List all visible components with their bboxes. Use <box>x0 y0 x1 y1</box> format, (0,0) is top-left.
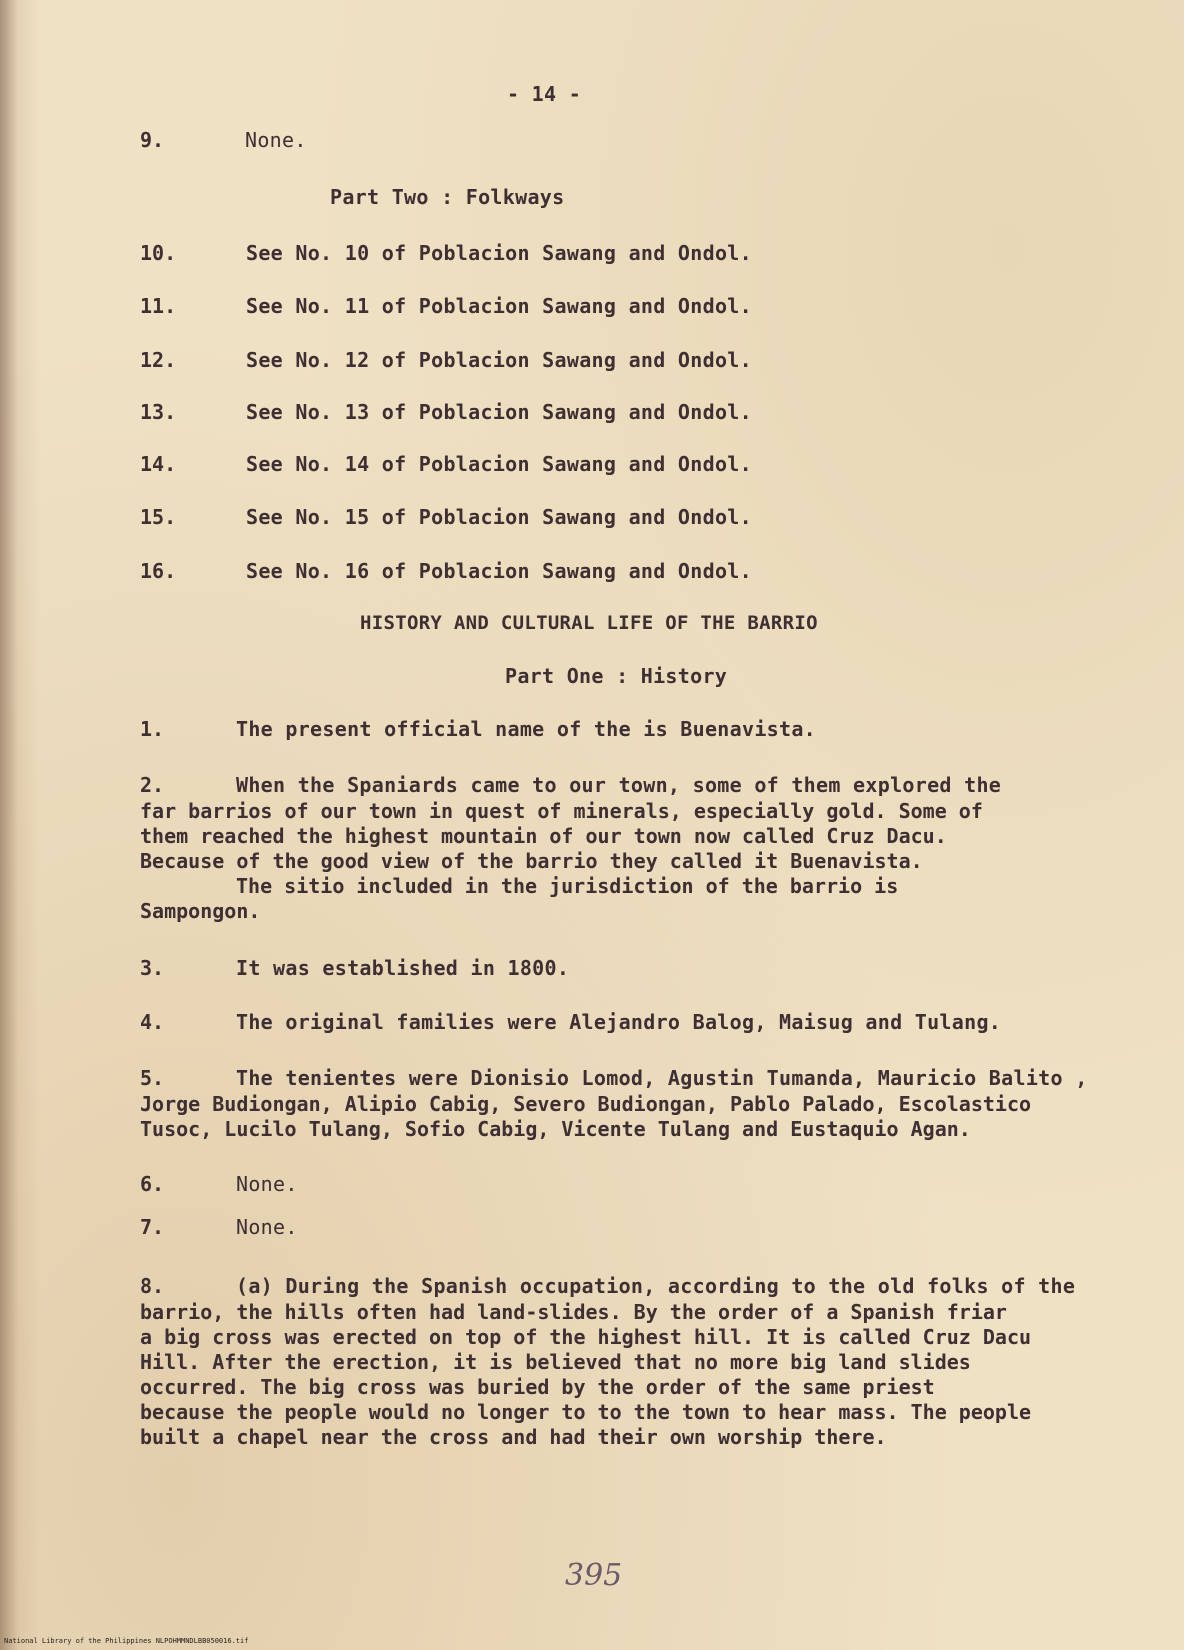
list-item-text: None. <box>236 1172 298 1196</box>
item-text: None. <box>245 128 307 152</box>
list-item-text: See No. 16 of Poblacion Sawang and Ondol. <box>246 559 752 583</box>
list-item-text: See No. 13 of Poblacion Sawang and Ondol. <box>246 400 752 424</box>
list-item-text: When the Spaniards came to our town, some of them explored the <box>236 773 1002 797</box>
list-item-number: 8. <box>140 1274 165 1298</box>
list-item-number: 10. <box>140 241 177 265</box>
list-item-number: 3. <box>140 956 165 980</box>
list-item-text: The tenientes were Dionisio Lomod, Agustin Tumanda, Mauricio Balito , <box>236 1066 1088 1090</box>
list-item-text: It was established in 1800. <box>236 956 570 980</box>
list-item-text: See No. 10 of Poblacion Sawang and Ondol. <box>246 241 752 265</box>
list-item-number: 11. <box>140 294 177 318</box>
scan-footer: National Library of the Philippines NLPOHMMNDLBB050016.tif <box>4 1637 249 1645</box>
list-item-number: 15. <box>140 505 177 529</box>
page-number: - 14 - <box>507 82 582 106</box>
list-item-number: 12. <box>140 348 177 372</box>
paragraph-continuation: Jorge Budiongan, Alipio Cabig, Severo Budiongan, Pablo Palado, Escolastico Tusoc, Lucilo Tulang, Sofio Cabig, Vicente Tulang and Eustaquio Agan. <box>140 1092 1032 1141</box>
handwritten-folio: 395 <box>565 1558 623 1593</box>
paragraph-continuation: far barrios of our town in quest of minerals, especially gold. Some of them reached the highest mountain of our town now called Cruz Dacu. Because of the good view of the barrio they called it Buenavista. <box>140 799 983 873</box>
section-heading: HISTORY AND CULTURAL LIFE OF THE BARRIO <box>360 612 818 634</box>
item-number: 9. <box>140 128 165 152</box>
list-item-text: None. <box>236 1215 298 1239</box>
list-item-number: 6. <box>140 1172 165 1196</box>
list-item-number: 2. <box>140 773 165 797</box>
list-item-text: The original families were Alejandro Balog, Maisug and Tulang. <box>236 1010 1002 1034</box>
list-item-text: See No. 15 of Poblacion Sawang and Ondol. <box>246 505 752 529</box>
list-item-number: 5. <box>140 1066 165 1090</box>
list-item-number: 1. <box>140 717 165 741</box>
part-two-heading: Part Two : Folkways <box>330 185 565 209</box>
paragraph-continuation: barrio, the hills often had land-slides. By the order of a Spanish friar a big cross was erected on top of the highest hill. It is called Cruz Dacu Hill. After the erection, it is believed that no more big land slides occurred. The big cross was buried by the order of the same priest because the people would no longer to to the town to hear mass. The people built a chapel near the cross and had their own worship there. <box>140 1300 1032 1449</box>
list-item-number: 14. <box>140 452 177 476</box>
part-one-heading: Part One : History <box>505 664 728 688</box>
list-item-number: 7. <box>140 1215 165 1239</box>
list-item-number: 4. <box>140 1010 165 1034</box>
list-item-text: See No. 12 of Poblacion Sawang and Ondol. <box>246 348 752 372</box>
list-item-text: The present official name of the is Buenavista. <box>236 717 817 741</box>
list-item-text: See No. 11 of Poblacion Sawang and Ondol. <box>246 294 752 318</box>
list-item-text: See No. 14 of Poblacion Sawang and Ondol. <box>246 452 752 476</box>
paragraph: The sitio included in the jurisdiction of the barrio is Sampongon. <box>140 874 899 923</box>
list-item-number: 13. <box>140 400 177 424</box>
list-item-number: 16. <box>140 559 177 583</box>
list-item-text: (a) During the Spanish occupation, according to the old folks of the <box>236 1274 1076 1298</box>
